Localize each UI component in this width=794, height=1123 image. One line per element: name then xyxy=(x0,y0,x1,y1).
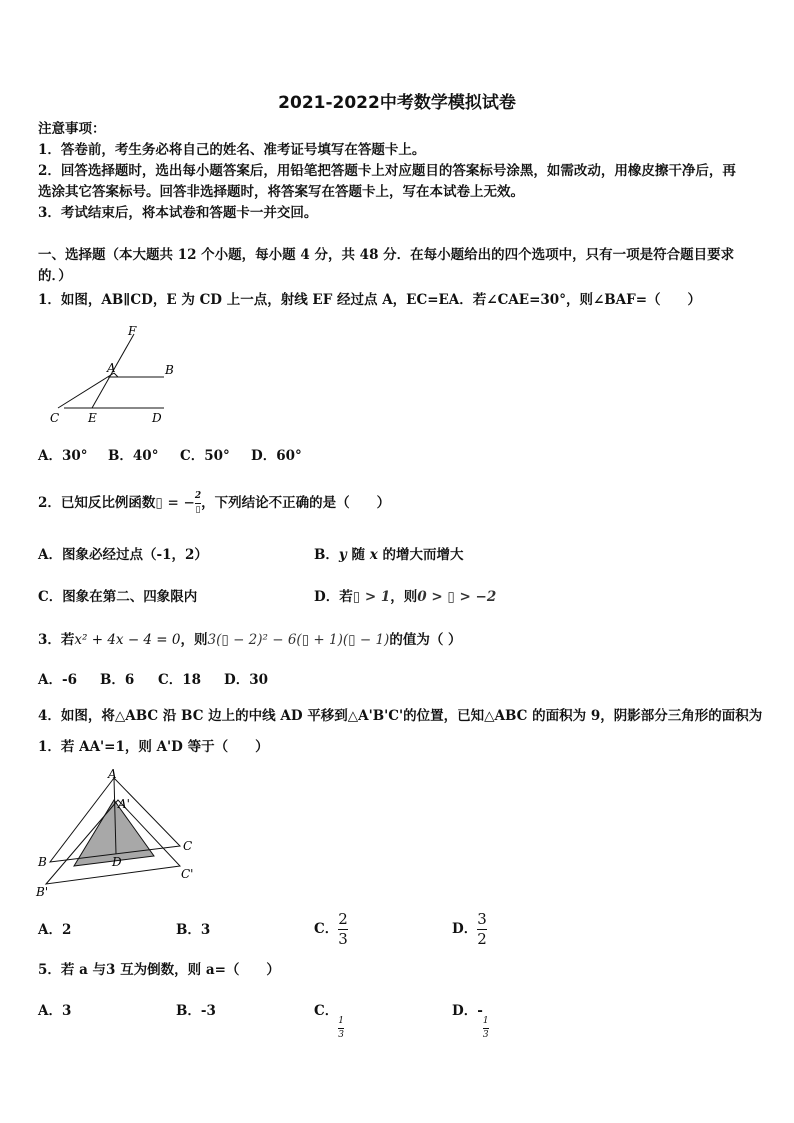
q4-figure xyxy=(30,766,210,900)
q1-option-b: B．40° xyxy=(108,448,159,464)
q4-label-a: A xyxy=(108,767,117,781)
q4-label-b-prime: B' xyxy=(36,885,49,899)
q5-option-c-den: 3 xyxy=(338,1030,344,1040)
q2-option-c: C．图象在第二、四象限内 xyxy=(38,589,198,605)
q3-option-b: B．6 xyxy=(100,672,135,688)
q2-option-d-mid: ，则 xyxy=(390,589,418,605)
q4-option-d-label: D． xyxy=(452,921,478,937)
q2-option-d-result: 0 > ▯ > −2 xyxy=(417,589,497,605)
q1-label-e: E xyxy=(88,411,97,425)
q3-expression: 3(▯ − 2)² − 6(▯ + 1)(▯ − 1) xyxy=(207,632,390,648)
q5-option-d-num: 1 xyxy=(482,1016,489,1026)
question-4-cont: 1．若 AA'=1，则 A'D 等于（ ） xyxy=(38,739,269,755)
q3-mid: ，则 xyxy=(180,632,208,648)
q4-label-c-prime: C' xyxy=(181,867,194,881)
q4-label-b: B xyxy=(38,855,47,869)
q4-option-c-fraction xyxy=(338,912,348,947)
q2-option-b xyxy=(314,545,463,565)
q5-option-d xyxy=(452,1001,489,1040)
q4-label-c: C xyxy=(183,839,193,853)
notice-item-3: 3．考试结束后，将本试卷和答题卡一并交回。 xyxy=(38,205,318,221)
q1-option-d: D．60° xyxy=(251,448,302,464)
q3-prefix: 3．若 xyxy=(38,632,75,648)
q3-option-d: D．30 xyxy=(224,672,268,688)
q5-option-c-fraction xyxy=(338,1017,344,1040)
notice-item-2: 2．回答选择题时，选出每小题答案后，用铅笔把答题卡上对应题目的答案标号涂黑，如需改动，用橡皮擦干净后，再 xyxy=(38,163,736,179)
q2-option-b-suffix: 的增大而增大 xyxy=(377,547,464,563)
q5-option-c-label: C． xyxy=(314,1003,339,1019)
q4-label-d: D xyxy=(112,855,122,869)
q2-option-b-label: B． xyxy=(314,547,339,563)
section-heading: 一、选择题（本大题共 12 个小题，每小题 4 分，共 48 分．在每小题给出的四个选项中，只有一项是符合题目要求 xyxy=(38,247,735,263)
page-title: 2021-2022中考数学模拟试卷 xyxy=(278,93,516,113)
q5-option-c xyxy=(314,1001,344,1040)
q1-label-b: B xyxy=(165,363,174,377)
q2-frac-num: 2 xyxy=(194,491,202,501)
q4-option-c-den: 3 xyxy=(338,930,348,948)
q5-option-a: A．3 xyxy=(38,1003,72,1019)
question-3 xyxy=(38,630,462,650)
q4-option-a: A．2 xyxy=(38,922,72,938)
q2-prefix: 2．已知反比例函数 xyxy=(38,495,156,511)
q2-option-d-cond: ▯ > 1 xyxy=(352,589,391,605)
q1-label-c: C xyxy=(50,411,60,425)
q2-option-b-y: y xyxy=(338,547,347,563)
q3-option-a: A．-6 xyxy=(38,672,77,688)
question-1: 1．如图，AB∥CD，E 为 CD 上一点，射线 EF 经过点 A，EC=EA．若∠CAE=30°，则∠BAF=（ ） xyxy=(38,292,702,308)
q4-option-d-fraction xyxy=(477,912,487,947)
section-heading-cont: 的．） xyxy=(38,268,72,284)
q3-suffix: 的值为（ ） xyxy=(389,632,462,648)
q2-option-b-mid: 随 xyxy=(346,547,370,563)
q4-option-c-num: 2 xyxy=(338,910,348,928)
q5-option-b: B．-3 xyxy=(176,1003,216,1019)
q3-condition: x² + 4x − 4 = 0 xyxy=(74,632,181,648)
q2-formula: ▯ = − xyxy=(155,495,195,511)
q4-option-b: B．3 xyxy=(176,922,211,938)
q2-option-a: A．图象必经过点（-1，2） xyxy=(38,547,208,563)
q1-label-d: D xyxy=(152,411,162,425)
q2-frac-den: ▯ xyxy=(195,505,201,515)
q5-option-d-den: 3 xyxy=(482,1030,489,1040)
q2-option-b-x: x xyxy=(369,547,378,563)
q5-option-d-fraction xyxy=(483,1017,489,1040)
q1-label-a: A xyxy=(107,361,116,375)
q4-label-a-prime: A' xyxy=(118,797,130,811)
q4-option-c xyxy=(314,908,348,950)
notice-item-1: 1．答卷前，考生务必将自己的姓名、准考证号填写在答题卡上。 xyxy=(38,142,426,158)
q3-option-c: C．18 xyxy=(158,672,202,688)
q4-option-c-label: C． xyxy=(314,921,339,937)
q4-option-d-den: 2 xyxy=(477,930,487,948)
q1-figure xyxy=(44,322,184,426)
question-4: 4．如图，将△ABC 沿 BC 边上的中线 AD 平移到△A'B'C'的位置，已知△ABC 的面积为 9，阴影部分三角形的面积为 xyxy=(38,708,763,724)
q2-option-d xyxy=(314,587,496,607)
q2-suffix: ，下列结论不正确的是（ ） xyxy=(201,495,391,511)
notice-heading: 注意事项： xyxy=(38,121,106,137)
notice-item-2-cont: 选涂其它答案标号。回答非选择题时，将答案写在答题卡上，写在本试卷上无效。 xyxy=(38,184,524,200)
q1-label-f: F xyxy=(128,324,137,338)
question-2 xyxy=(38,491,390,515)
q1-option-a: A．30° xyxy=(38,448,88,464)
q4-option-d xyxy=(452,908,487,950)
q5-option-c-num: 1 xyxy=(338,1016,344,1026)
q4-option-d-num: 3 xyxy=(477,910,487,928)
q2-option-d-label: D．若 xyxy=(314,589,353,605)
question-5: 5．若 a 与3 互为倒数，则 a=（ ） xyxy=(38,962,280,978)
q1-option-c: C．50° xyxy=(180,448,230,464)
q5-option-d-label: D．- xyxy=(452,1003,483,1019)
